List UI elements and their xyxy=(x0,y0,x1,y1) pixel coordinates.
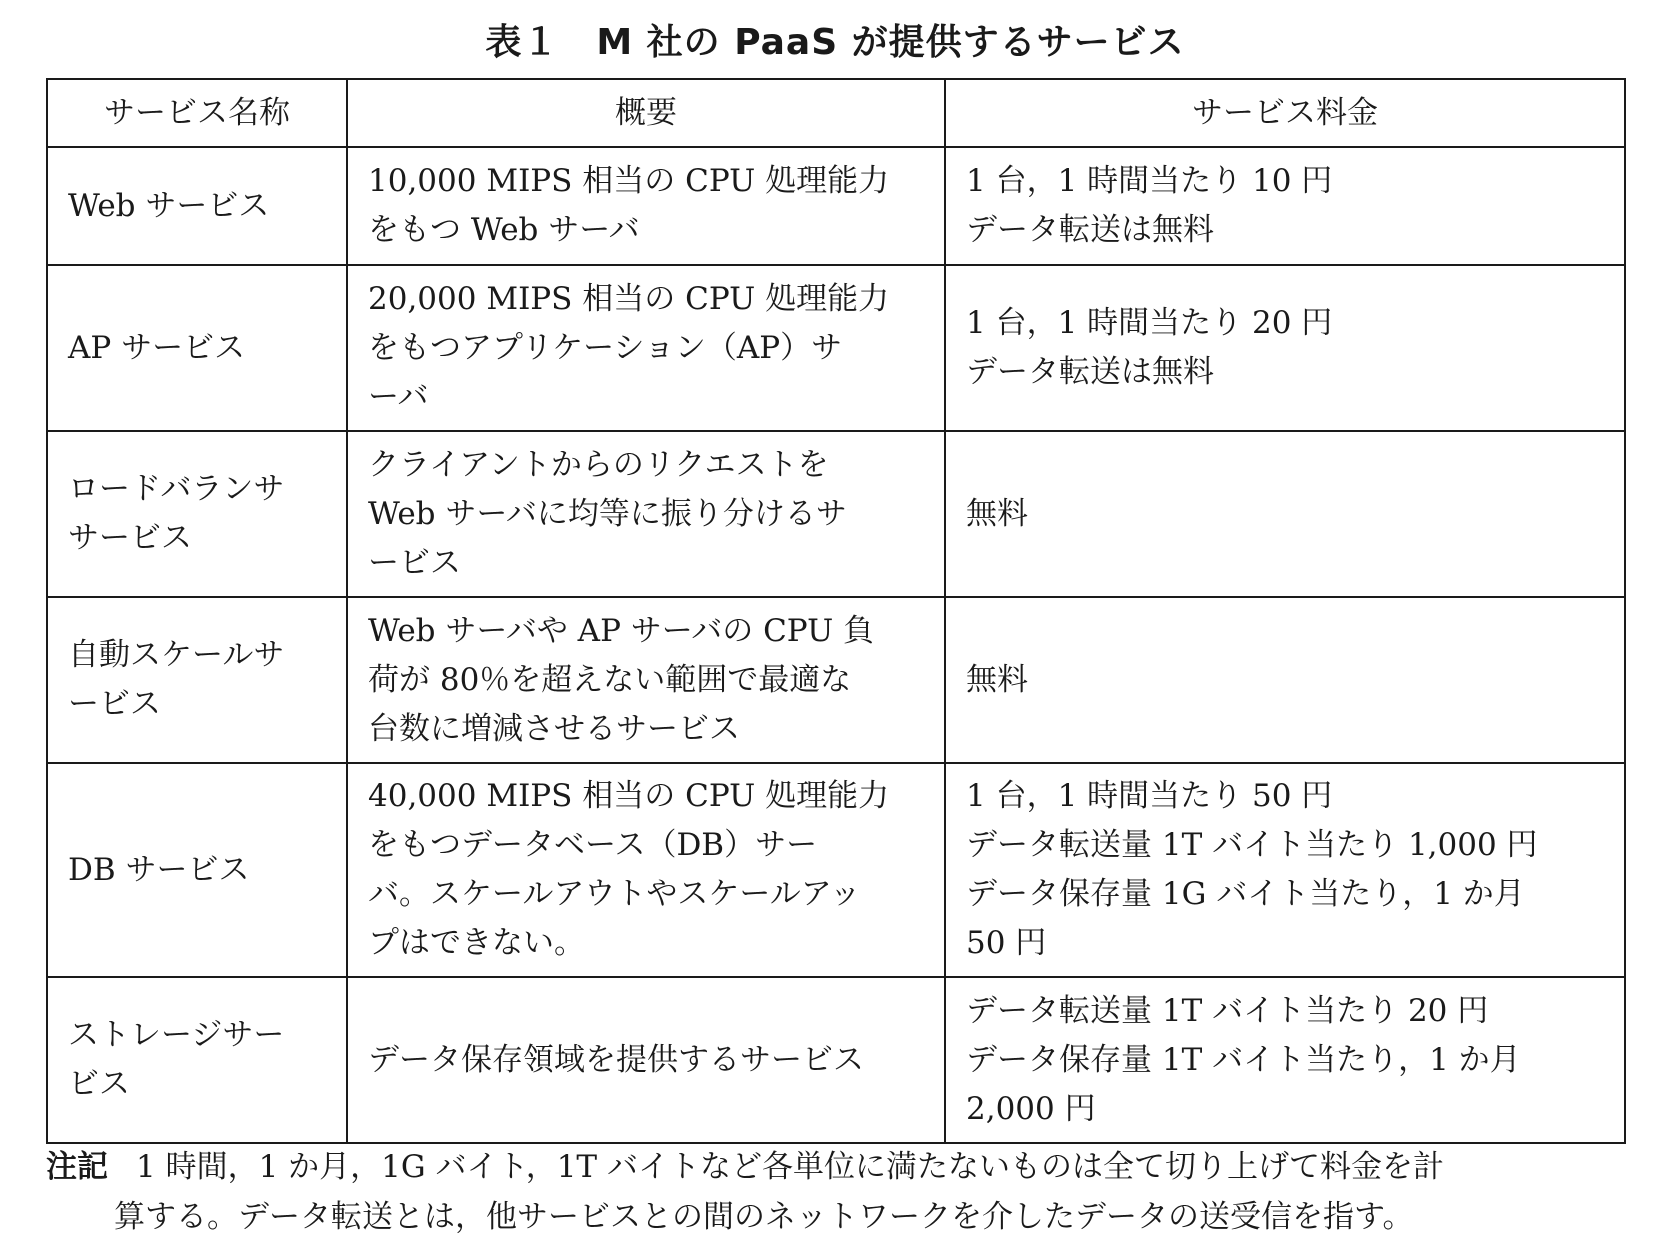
fee-cell xyxy=(945,265,1625,431)
fee-cell xyxy=(945,763,1625,977)
cell-line: データ転送は無料 xyxy=(966,354,1214,390)
cell-line: をもつアプリケーション（AP）サ xyxy=(368,329,843,366)
table-caption: 表１ M 社の PaaS が提供するサービス xyxy=(485,22,1185,63)
cell-line: 20,000 MIPS 相当の CPU 処理能力 xyxy=(368,280,890,317)
cell-line: 無料 xyxy=(966,661,1028,698)
fee-cell xyxy=(945,431,1625,597)
cell-line: クライアントからのリクエストを xyxy=(368,446,829,483)
cell-line: 台数に増減させるサービス xyxy=(368,710,740,747)
cell-line: サービス xyxy=(68,520,192,556)
cell-line: ビス xyxy=(68,1066,130,1102)
header-service-name: サービス名称 xyxy=(47,79,347,147)
table-row xyxy=(47,431,1625,597)
summary-cell xyxy=(347,977,945,1143)
table-row xyxy=(47,763,1625,977)
note-line-1 xyxy=(46,1149,1444,1185)
table-header-row xyxy=(47,79,1625,147)
cell-line: 1 台，1 時間当たり 50 円 xyxy=(966,778,1333,814)
service-name-cell xyxy=(47,763,347,977)
cell-line: 2,000 円 xyxy=(966,1090,1096,1127)
table-row xyxy=(47,147,1625,265)
cell-line: データ保存領域を提供するサービス xyxy=(368,1041,864,1078)
cell-line: 自動スケールサ xyxy=(68,637,285,673)
cell-line: Web サーバに均等に振り分けるサ xyxy=(368,495,847,532)
cell-line: をもつデータベース（DB）サー xyxy=(368,827,818,863)
cell-line: 無料 xyxy=(966,495,1028,532)
cell-line: 50 円 xyxy=(966,925,1047,961)
cell-line: 40,000 MIPS 相当の CPU 処理能力 xyxy=(368,778,890,814)
note-text: 1 時間，1 か月，1G バイト，1T バイトなど各単位に満たないものは全て切り上げて料金を計 xyxy=(136,1149,1444,1185)
table-row xyxy=(47,265,1625,431)
table-note xyxy=(46,1142,1624,1242)
service-name-cell xyxy=(47,147,347,265)
summary-cell xyxy=(347,763,945,977)
cell-line: 10,000 MIPS 相当の CPU 処理能力 xyxy=(368,163,890,199)
cell-line: をもつ Web サーバ xyxy=(368,212,640,248)
fee-cell xyxy=(945,977,1625,1143)
summary-cell xyxy=(347,147,945,265)
cell-line: 荷が 80％を超えない範囲で最適な xyxy=(368,661,852,698)
summary-cell xyxy=(347,265,945,431)
cell-line: プはできない。 xyxy=(368,925,585,961)
summary-cell xyxy=(347,431,945,597)
note-line-2: 算する。データ転送とは，他サービスとの間のネットワークを介したデータの送受信を指す。 xyxy=(114,1199,1414,1235)
cell-line: AP サービス xyxy=(68,329,246,366)
cell-line: データ転送量 1T バイト当たり 1,000 円 xyxy=(966,827,1538,863)
cell-line: データ保存量 1G バイト当たり，1 か月 xyxy=(966,876,1525,912)
service-name-cell xyxy=(47,977,347,1143)
cell-line: ストレージサー xyxy=(68,1017,285,1053)
cell-line: データ保存量 1T バイト当たり，1 か月 xyxy=(966,1041,1521,1078)
summary-cell xyxy=(347,597,945,763)
cell-line: 1 台，1 時間当たり 20 円 xyxy=(966,305,1333,341)
cell-line: DB サービス xyxy=(68,851,250,888)
table-row xyxy=(47,597,1625,763)
note-label: 注記 xyxy=(46,1149,108,1185)
cell-line: ーバ xyxy=(368,378,429,415)
header-summary: 概要 xyxy=(347,79,945,147)
cell-line: ービス xyxy=(68,686,161,722)
cell-line: バ。スケールアウトやスケールアッ xyxy=(368,876,861,912)
services-table xyxy=(46,78,1626,1144)
cell-line: 1 台，1 時間当たり 10 円 xyxy=(966,163,1333,199)
cell-line: Web サーバや AP サーバの CPU 負 xyxy=(368,612,875,649)
service-name-cell xyxy=(47,431,347,597)
cell-line: Web サービス xyxy=(68,187,270,224)
table-row xyxy=(47,977,1625,1143)
cell-line: ービス xyxy=(368,544,461,581)
service-name-cell xyxy=(47,597,347,763)
cell-line: データ転送量 1T バイト当たり 20 円 xyxy=(966,992,1489,1029)
fee-cell xyxy=(945,147,1625,265)
fee-cell xyxy=(945,597,1625,763)
cell-line: データ転送は無料 xyxy=(966,212,1214,248)
cell-line: ロードバランサ xyxy=(68,471,285,507)
service-name-cell xyxy=(47,265,347,431)
header-service-fee: サービス料金 xyxy=(945,79,1625,147)
